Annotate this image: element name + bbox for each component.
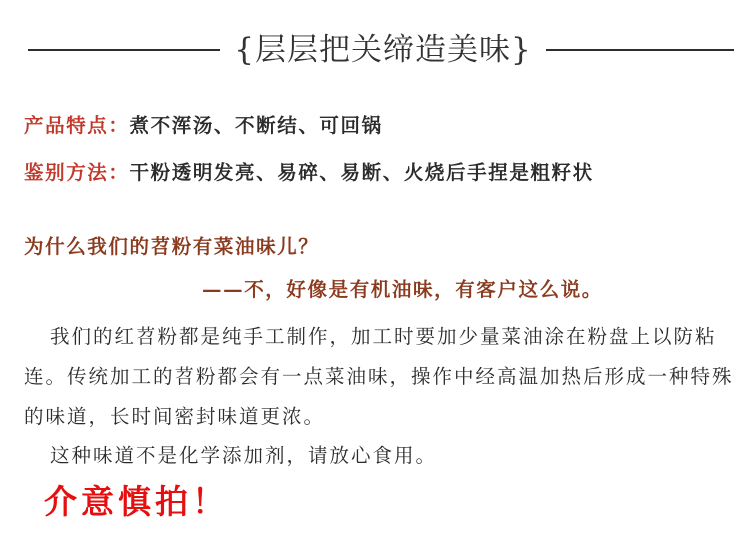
section-header: [0, 20, 750, 80]
identification-value: 干粉透明发亮、易碎、易断、火烧后手捏是粗籽状: [129, 161, 594, 184]
faq-reassurance: 这种味道不是化学添加剂，请放心食用。: [50, 444, 438, 467]
faq-question: 为什么我们的苕粉有菜油味儿？: [24, 235, 320, 258]
header-divider-right: [546, 49, 734, 51]
features-row: [24, 111, 383, 141]
header-divider-left: [28, 49, 220, 51]
faq-answer: ——不，好像是有机油味，有客户这么说。: [202, 278, 603, 301]
warning-notice: 介意慎拍！: [44, 482, 229, 521]
features-value: 煮不浑汤、不断结、可回锅: [129, 114, 383, 137]
features-label: 产品特点：: [24, 114, 130, 137]
section-title: {层层把关缔造美味}: [234, 32, 532, 68]
identification-row: [24, 158, 594, 188]
faq-explanation: 我们的红苕粉都是纯手工制作，加工时要加少量菜油涂在粉盘上以防粘连。传统加工的苕粉都会有一点菜油味，操作中经高温加热后形成一种特殊的味道，长时间密封味道更浓。: [24, 325, 734, 428]
identification-label: 鉴别方法：: [24, 161, 130, 184]
